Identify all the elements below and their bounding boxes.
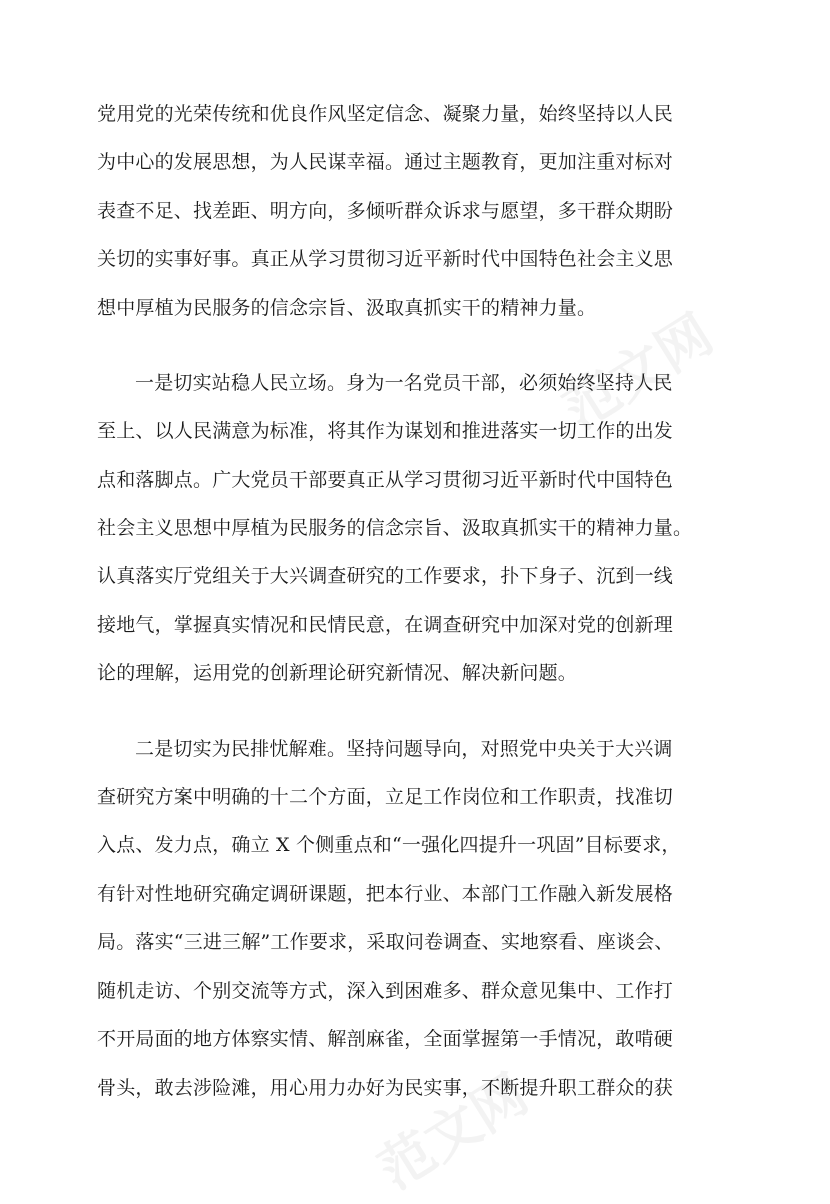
paragraph-line: 认真落实厅党组关于大兴调查研究的工作要求，扑下身子、沉到一线: [97, 565, 674, 587]
paragraph-line: 为中心的发展思想，为人民谋幸福。通过主题教育，更加注重对标对: [97, 151, 674, 173]
paragraph-line: 接地气，掌握真实情况和民情民意，在调查研究中加深对党的创新理: [97, 614, 674, 636]
paragraph-line: 表查不足、找差距、明方向，多倾听群众诉求与愿望，多干群众期盼: [97, 200, 674, 222]
paragraph-line: 一是切实站稳人民立场。身为一名党员干部，必须始终坚持人民: [135, 372, 673, 394]
paragraph-line: 入点、发力点，确立 X 个侧重点和“一强化四提升一巩固”目标要求，: [97, 834, 681, 856]
watermark-text-lower: 范文网: [367, 1062, 539, 1202]
paragraph-line: 论的理解，运用党的创新理论研究新情况、解决新问题。: [97, 662, 578, 684]
paragraph-line: 点和落脚点。广大党员干部要真正从学习贯彻习近平新时代中国特色: [97, 469, 674, 491]
paragraph-line: 党用党的光荣传统和优良作风坚定信念、凝聚力量，始终坚持以人民: [97, 103, 674, 125]
paragraph-line: 关切的实事好事。真正从学习贯彻习近平新时代中国特色社会主义思: [97, 248, 674, 270]
paragraph-line: 有针对性地研究确定调研课题，把本行业、本部门工作融入新发展格: [97, 883, 674, 905]
paragraph-line: 骨头，敢去涉险滩，用心用力办好为民实事，不断提升职工群众的获: [97, 1077, 674, 1099]
paragraph-line: 至上、以人民满意为标准，将其作为谋划和推进落实一切工作的出发: [97, 420, 674, 442]
paragraph-line: 想中厚植为民服务的信念宗旨、汲取真抓实干的精神力量。: [97, 297, 597, 319]
paragraph-line: 局。落实“三进三解”工作要求，采取问卷调查、实地察看、座谈会、: [97, 931, 674, 953]
paragraph-line: 随机走访、个别交流等方式，深入到困难多、群众意见集中、工作打: [97, 980, 674, 1002]
paragraph-line: 社会主义思想中厚植为民服务的信念宗旨、汲取真抓实干的精神力量。: [97, 517, 693, 539]
paragraph-line: 不开局面的地方体察实情、解剖麻雀，全面掌握第一手情况，敢啃硬: [97, 1028, 674, 1050]
paragraph-line: 二是切实为民排忧解难。坚持问题导向，对照党中央关于大兴调: [135, 738, 673, 760]
paragraph-line: 查研究方案中明确的十二个方面，立足工作岗位和工作职责，找准切: [97, 786, 674, 808]
watermark-text-upper: 范文网: [552, 302, 724, 442]
